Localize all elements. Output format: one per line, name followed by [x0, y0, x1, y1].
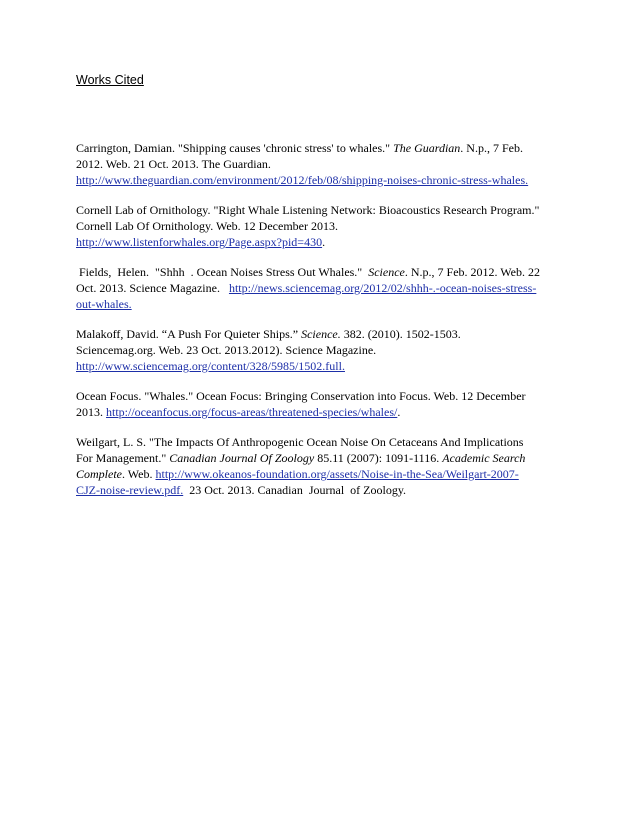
citation-link[interactable]: CJZ-noise-review.pdf.	[76, 483, 184, 497]
citation-line	[76, 172, 566, 188]
works-cited-list	[76, 140, 566, 512]
citation-entry	[76, 388, 566, 420]
citation-link[interactable]: http://www.sciencemag.org/content/328/5985/1502.full.	[76, 359, 345, 373]
citation-line: Cornell Lab Of Ornithology. Web. 12 December 2013.	[76, 219, 338, 233]
citation-link[interactable]: out-whales.	[76, 297, 132, 311]
citation-entry	[76, 264, 566, 312]
citation-line	[76, 296, 566, 312]
citation-link[interactable]: http://www.listenforwhales.org/Page.aspx?pid=430	[76, 235, 323, 249]
citation-line: http://www.listenforwhales.org/Page.aspx?pid=430.	[76, 235, 326, 249]
citation-line: Ocean Focus. "Whales." Ocean Focus: Bringing Conservation into Focus. Web. 12 December	[76, 389, 526, 403]
citation-line: Oct. 2013. Science Magazine. http://news.sciencemag.org/2012/02/shhh-.-ocean-noises-stress-	[76, 281, 537, 295]
citation-link[interactable]: http://oceanfocus.org/focus-areas/threatened-species/whales/	[106, 405, 398, 419]
citation-line: 2013. http://oceanfocus.org/focus-areas/threatened-species/whales/.	[76, 405, 401, 419]
citation-line: CJZ-noise-review.pdf. 23 Oct. 2013. Canadian Journal of Zoology.	[76, 483, 407, 497]
citation-entry	[76, 202, 566, 250]
citation-line: Weilgart, L. S. "The Impacts Of Anthropogenic Ocean Noise On Cetaceans And Implications	[76, 435, 524, 449]
citation-line: 2012. Web. 21 Oct. 2013. The Guardian.	[76, 157, 271, 171]
citation-link[interactable]: http://news.sciencemag.org/2012/02/shhh-.-ocean-noises-stress-	[228, 281, 537, 295]
citation-line: Sciencemag.org. Web. 23 Oct. 2013.2012). Science Magazine.	[76, 343, 377, 357]
citation-line: Cornell Lab of Ornithology. "Right Whale Listening Network: Bioacoustics Research Program."	[76, 203, 540, 217]
citation-line: Complete. Web. http://www.okeanos-foundation.org/assets/Noise-in-the-Sea/Weilgart-2007-	[76, 467, 519, 481]
citation-line: Malakoff, David. “A Push For Quieter Ships.” Science. 382. (2010). 1502-1503.	[76, 327, 461, 341]
citation-entry	[76, 434, 566, 498]
citation-entry	[76, 326, 566, 374]
works-cited-heading: Works Cited	[76, 73, 144, 87]
citation-line	[76, 358, 566, 374]
citation-link[interactable]: http://www.theguardian.com/environment/2012/feb/08/shipping-noises-chronic-stress-whales.	[76, 173, 529, 187]
citation-entry	[76, 140, 566, 188]
citation-link[interactable]: http://www.okeanos-foundation.org/assets/Noise-in-the-Sea/Weilgart-2007-	[155, 467, 519, 481]
citation-line: For Management." Canadian Journal Of Zoology 85.11 (2007): 1091-1116. Academic Search	[76, 451, 526, 465]
citation-line: Fields, Helen. "Shhh . Ocean Noises Stress Out Whales." Science. N.p., 7 Feb. 2012. Web. 22	[76, 265, 540, 279]
citation-line: Carrington, Damian. "Shipping causes 'chronic stress' to whales." The Guardian. N.p., 7 Feb.	[76, 141, 523, 155]
